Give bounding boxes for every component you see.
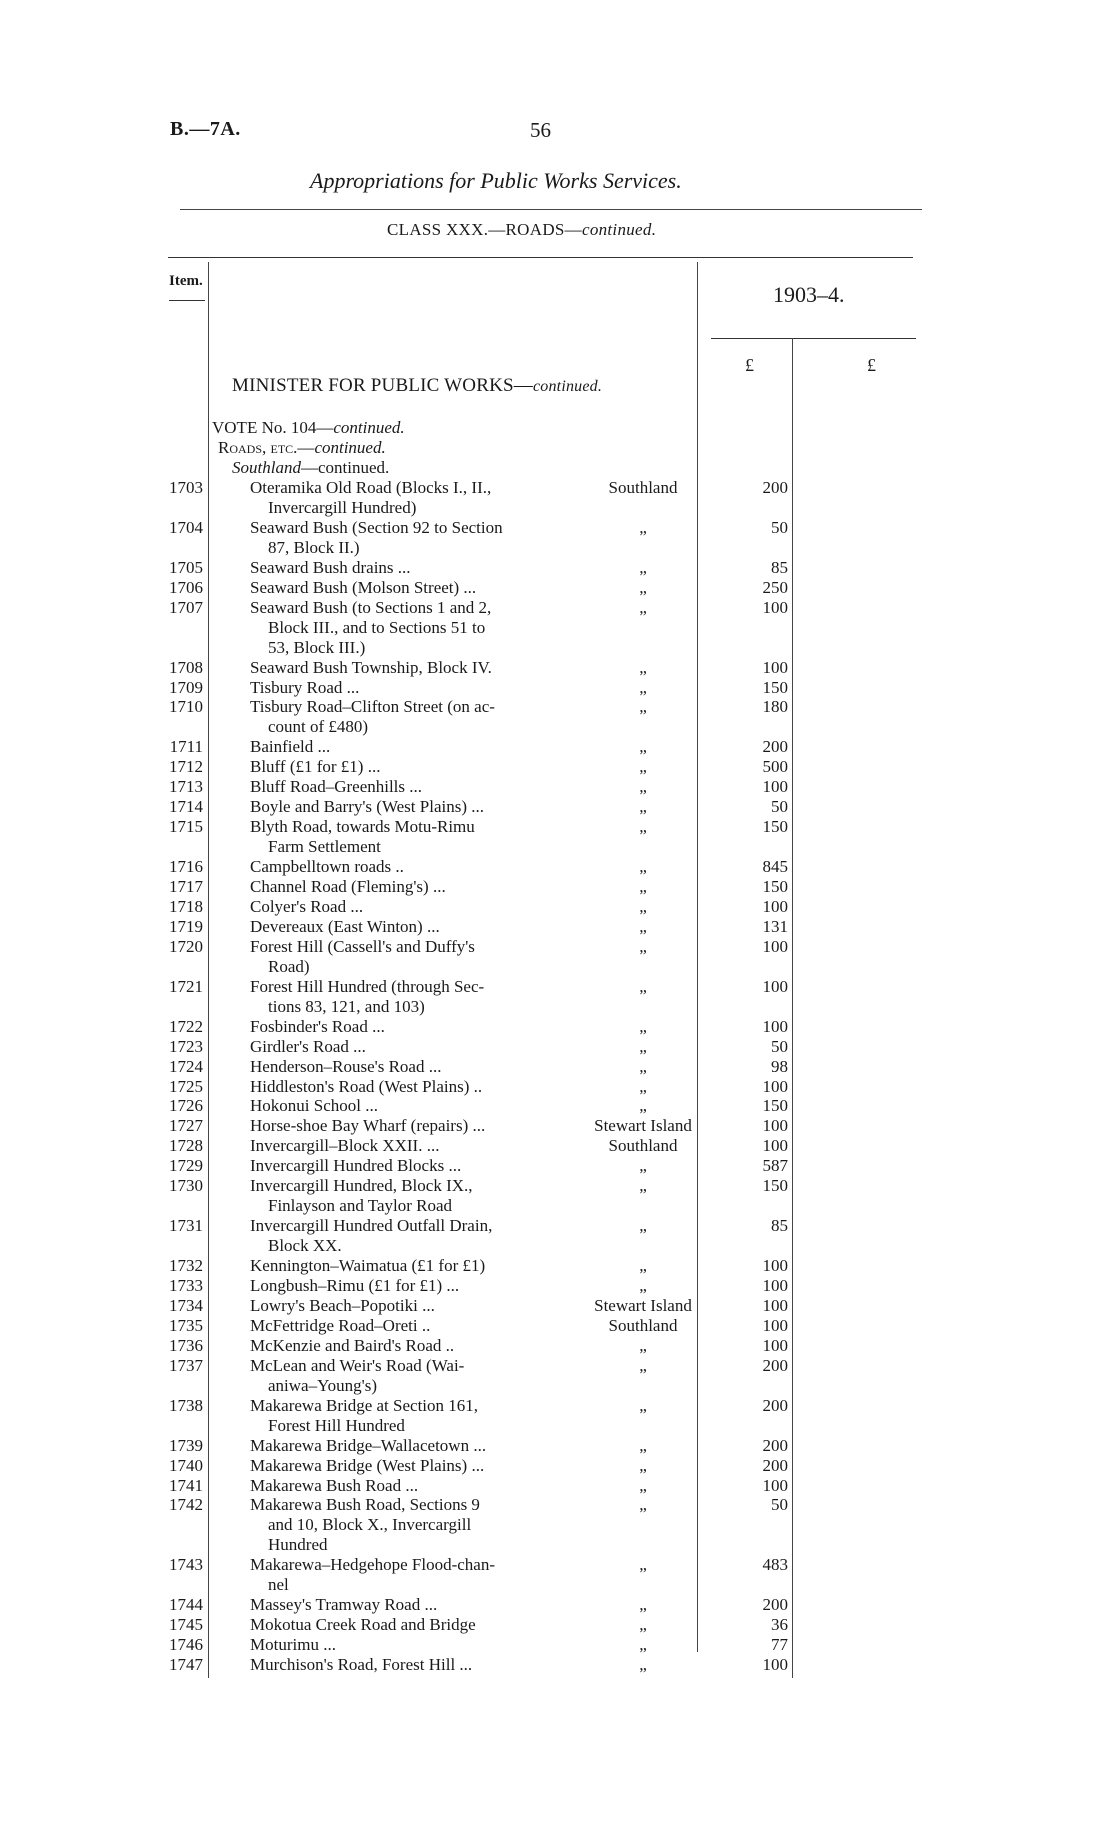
- item-amount: 100: [762, 976, 788, 996]
- item-number: 1738: [169, 1395, 203, 1415]
- item-number: 1720: [169, 936, 203, 956]
- table-row: [0, 1037, 1114, 1057]
- table-row: [0, 917, 1114, 937]
- item-district: Southland: [608, 478, 678, 497]
- item-amount: 200: [762, 1595, 788, 1615]
- item-district: „: [639, 577, 647, 597]
- item-amount: 200: [762, 737, 788, 757]
- item-description: Finlayson and Taylor Road: [268, 1196, 453, 1216]
- item-description: 53, Block III.): [268, 637, 366, 657]
- table-row: [0, 578, 1114, 598]
- item-district: „: [639, 1635, 647, 1655]
- table-row: [0, 1336, 1114, 1356]
- item-district: „: [639, 1096, 647, 1116]
- item-number: 1734: [169, 1295, 203, 1315]
- table-row: [0, 678, 1114, 698]
- item-description: Makarewa–Hedgehope Flood-chan-: [250, 1555, 495, 1575]
- item-district: „: [639, 1615, 647, 1635]
- item-number: 1714: [169, 797, 203, 817]
- table-row: [0, 658, 1114, 678]
- minister-continued: continued.: [532, 378, 603, 395]
- item-column-header: Item.: [169, 273, 203, 289]
- title-rule: [180, 209, 922, 210]
- item-district: „: [639, 1056, 647, 1076]
- item-description: Makarewa Bush Road ...: [250, 1475, 419, 1495]
- item-number: 1730: [169, 1176, 203, 1196]
- item-description: Seaward Bush Township, Block IV.: [250, 657, 492, 677]
- item-amount: 100: [762, 1475, 788, 1495]
- table-row: [0, 1495, 1114, 1555]
- page-title: Appropriations for Public Works Services.: [310, 168, 682, 193]
- table-row: [0, 1116, 1114, 1136]
- table-row: [0, 777, 1114, 797]
- item-number: 1704: [169, 517, 203, 537]
- vote-text: VOTE No. 104—: [212, 418, 334, 437]
- item-district: „: [639, 1276, 647, 1295]
- item-amount: 100: [762, 777, 788, 797]
- item-district: „: [639, 1435, 647, 1455]
- item-number: 1703: [169, 478, 203, 497]
- item-description: Devereaux (East Winton) ...: [250, 916, 440, 936]
- item-amount: 100: [762, 1655, 788, 1675]
- item-number: 1710: [169, 697, 203, 717]
- table-row: [0, 1395, 1114, 1435]
- table-row: [0, 1635, 1114, 1655]
- item-amount: 50: [771, 797, 788, 817]
- item-amount: 200: [762, 1355, 788, 1375]
- item-amount: 77: [771, 1635, 788, 1655]
- item-district: „: [639, 657, 647, 677]
- item-district: „: [639, 597, 647, 617]
- item-description: aniwa–Young's): [268, 1375, 378, 1395]
- item-description: Girdler's Road ...: [250, 1036, 366, 1056]
- table-row: [0, 737, 1114, 757]
- item-amount: 200: [762, 1455, 788, 1475]
- item-description: Henderson–Rouse's Road ...: [250, 1056, 442, 1076]
- item-district: „: [639, 1495, 647, 1515]
- item-description: Horse-shoe Bay Wharf (repairs) ...: [250, 1116, 486, 1136]
- item-district: Southland: [608, 1315, 678, 1335]
- table-top-rule: [168, 257, 913, 258]
- item-number: 1705: [169, 557, 203, 577]
- item-amount: 36: [771, 1615, 788, 1635]
- item-amount: 100: [762, 657, 788, 677]
- table-row: [0, 857, 1114, 877]
- item-amount: 150: [762, 877, 788, 896]
- item-description: Mokotua Creek Road and Bridge: [250, 1615, 476, 1635]
- item-amount: 50: [771, 1036, 788, 1056]
- item-amount: 100: [762, 1335, 788, 1355]
- item-description: Lowry's Beach–Popotiki ...: [250, 1295, 435, 1315]
- item-district: Stewart Island: [594, 1116, 692, 1136]
- item-description: Moturimu ...: [250, 1635, 336, 1655]
- minister-text: MINISTER FOR PUBLIC WORKS—: [232, 375, 533, 396]
- item-amount: 100: [762, 1256, 788, 1276]
- item-description: Campbelltown roads ..: [250, 857, 404, 877]
- roads-continued: continued.: [314, 438, 386, 457]
- table-row: [0, 1156, 1114, 1176]
- district-continued: —continued.: [300, 458, 390, 477]
- item-number: 1739: [169, 1435, 203, 1455]
- item-district: „: [639, 777, 647, 797]
- item-district: „: [639, 1335, 647, 1355]
- item-description: count of £480): [268, 717, 369, 737]
- table-row: [0, 1176, 1114, 1216]
- item-description: Invercargill Hundred, Block IX.,: [250, 1176, 473, 1196]
- item-number: 1737: [169, 1355, 203, 1375]
- item-description: Kennington–Waimatua (£1 for £1): [250, 1256, 486, 1276]
- table-row: [0, 757, 1114, 777]
- table-row: [0, 897, 1114, 917]
- table-row: [0, 797, 1114, 817]
- item-description: Seaward Bush (Section 92 to Section: [250, 517, 503, 537]
- item-description: Makarewa Bridge (West Plains) ...: [250, 1455, 485, 1475]
- item-amount: 50: [771, 517, 788, 537]
- item-number: 1708: [169, 657, 203, 677]
- item-description: Block III., and to Sections 51 to: [268, 617, 486, 637]
- item-description: Tisbury Road ...: [250, 677, 360, 697]
- item-description: Seaward Bush (to Sections 1 and 2,: [250, 597, 492, 617]
- item-amount: 150: [762, 677, 788, 697]
- item-number: 1736: [169, 1335, 203, 1355]
- table-row: [0, 936, 1114, 976]
- item-district: „: [639, 757, 647, 777]
- table-row: [0, 1436, 1114, 1456]
- item-district: „: [639, 1016, 647, 1036]
- item-district: „: [639, 817, 647, 837]
- table-row: [0, 1256, 1114, 1276]
- table-row: [0, 1316, 1114, 1336]
- item-description: Hokonui School ...: [250, 1096, 378, 1116]
- item-district: „: [639, 1176, 647, 1196]
- item-description: Invercargill Hundred Outfall Drain,: [250, 1216, 493, 1236]
- item-header-underline: [169, 300, 205, 301]
- table-row: [0, 1555, 1114, 1595]
- item-description: Forest Hill Hundred (through Sec-: [250, 976, 485, 996]
- item-district: Stewart Island: [594, 1295, 692, 1315]
- item-amount: 100: [762, 896, 788, 916]
- table-row: [0, 1655, 1114, 1675]
- item-district: „: [639, 896, 647, 916]
- item-description: Murchison's Road, Forest Hill ...: [250, 1655, 473, 1675]
- item-amount: 500: [762, 757, 788, 777]
- table-row: [0, 1456, 1114, 1476]
- item-district: „: [639, 1655, 647, 1675]
- item-amount: 100: [762, 597, 788, 617]
- item-amount: 150: [762, 1096, 788, 1116]
- item-amount: 150: [762, 817, 788, 837]
- item-amount: 50: [771, 1495, 788, 1515]
- item-description: Oteramika Old Road (Blocks I., II.,: [250, 478, 492, 497]
- item-amount: 100: [762, 1076, 788, 1096]
- class-heading: [387, 220, 656, 240]
- item-number: 1725: [169, 1076, 203, 1096]
- table-row: [0, 1096, 1114, 1116]
- item-number: 1712: [169, 757, 203, 777]
- item-number: 1718: [169, 896, 203, 916]
- table-row: [0, 1476, 1114, 1496]
- year-column-header: 1903–4.: [773, 282, 845, 307]
- item-number: 1745: [169, 1615, 203, 1635]
- item-number: 1723: [169, 1036, 203, 1056]
- item-number: 1716: [169, 857, 203, 877]
- roads-text: Roads, etc.—: [218, 438, 315, 457]
- item-number: 1707: [169, 597, 203, 617]
- item-description: Makarewa Bridge at Section 161,: [250, 1395, 479, 1415]
- item-number: 1706: [169, 577, 203, 597]
- item-amount: 98: [771, 1056, 788, 1076]
- item-number: 1731: [169, 1216, 203, 1236]
- item-amount: 200: [762, 478, 788, 497]
- item-number: 1744: [169, 1595, 203, 1615]
- item-description: Makarewa Bridge–Wallacetown ...: [250, 1435, 487, 1455]
- item-number: 1715: [169, 817, 203, 837]
- item-district: „: [639, 1595, 647, 1615]
- item-description: Invercargill Hundred Blocks ...: [250, 1156, 462, 1176]
- item-description: Bainfield ...: [250, 737, 331, 757]
- item-description: Channel Road (Fleming's) ...: [250, 877, 446, 896]
- item-district: „: [639, 916, 647, 936]
- roads-heading: [218, 438, 386, 458]
- item-number: 1733: [169, 1276, 203, 1295]
- item-description: Farm Settlement: [268, 837, 381, 857]
- item-description: Road): [268, 956, 310, 976]
- item-amount: 180: [762, 697, 788, 717]
- item-number: 1729: [169, 1156, 203, 1176]
- item-description: Blyth Road, towards Motu-Rimu: [250, 817, 475, 837]
- item-amount: 100: [762, 1315, 788, 1335]
- item-description: nel: [268, 1575, 289, 1595]
- item-district: „: [639, 1216, 647, 1236]
- district-heading: [232, 458, 389, 478]
- item-district: „: [639, 1355, 647, 1375]
- item-description: Forest Hill (Cassell's and Duffy's: [250, 936, 475, 956]
- item-amount: 587: [762, 1156, 788, 1176]
- item-description: Bluff Road–Greenhills ...: [250, 777, 423, 797]
- item-district: „: [639, 677, 647, 697]
- table-row: [0, 1057, 1114, 1077]
- item-amount: 100: [762, 1295, 788, 1315]
- vote-continued: continued.: [333, 418, 405, 437]
- item-number: 1713: [169, 777, 203, 797]
- table-row: [0, 697, 1114, 737]
- table-row: [0, 597, 1114, 657]
- item-number: 1709: [169, 677, 203, 697]
- item-district: „: [639, 857, 647, 877]
- item-amount: 85: [771, 557, 788, 577]
- item-description: and 10, Block X., Invercargill: [268, 1515, 472, 1535]
- item-description: Makarewa Bush Road, Sections 9: [250, 1495, 480, 1515]
- item-amount: 100: [762, 1276, 788, 1295]
- district-text: Southland: [232, 458, 301, 477]
- item-district: „: [639, 517, 647, 537]
- item-district: „: [639, 797, 647, 817]
- item-number: 1726: [169, 1096, 203, 1116]
- item-amount: 85: [771, 1216, 788, 1236]
- item-description: Seaward Bush (Molson Street) ...: [250, 577, 477, 597]
- table-row: [0, 1216, 1114, 1256]
- item-amount: 845: [762, 857, 788, 877]
- item-description: Seaward Bush drains ...: [250, 557, 411, 577]
- item-number: 1711: [169, 737, 203, 757]
- item-number: 1735: [169, 1315, 203, 1335]
- item-description: McKenzie and Baird's Road ..: [250, 1335, 455, 1355]
- table-row: [0, 558, 1114, 578]
- table-row: [0, 1276, 1114, 1296]
- table-row: [0, 976, 1114, 1016]
- item-number: 1741: [169, 1475, 203, 1495]
- item-number: 1724: [169, 1056, 203, 1076]
- item-district: „: [639, 976, 647, 996]
- section-minister: [232, 375, 602, 397]
- table-row: [0, 1136, 1114, 1156]
- item-district: „: [639, 1395, 647, 1415]
- item-number: 1747: [169, 1655, 203, 1675]
- item-district: „: [639, 877, 647, 896]
- table-row: [0, 478, 1114, 517]
- item-district: „: [639, 1076, 647, 1096]
- item-number: 1717: [169, 877, 203, 896]
- item-district: „: [639, 1455, 647, 1475]
- item-number: 1746: [169, 1635, 203, 1655]
- item-amount: 131: [762, 916, 788, 936]
- table-row: [0, 517, 1114, 557]
- item-district: „: [639, 737, 647, 757]
- item-amount: 250: [762, 577, 788, 597]
- table-row: [0, 1077, 1114, 1097]
- table-row: [0, 1355, 1114, 1395]
- vote-heading: [212, 418, 405, 438]
- table-row: [0, 1595, 1114, 1615]
- item-description: Block XX.: [268, 1236, 342, 1256]
- item-description: 87, Block II.): [268, 537, 360, 557]
- item-district: „: [639, 1475, 647, 1495]
- item-description: Bluff (£1 for £1) ...: [250, 757, 381, 777]
- item-description: Longbush–Rimu (£1 for £1) ...: [250, 1276, 460, 1295]
- document-reference: B.—7A.: [170, 118, 241, 140]
- currency-symbol-1: £: [745, 355, 754, 375]
- item-amount: 100: [762, 1016, 788, 1036]
- item-number: 1727: [169, 1116, 203, 1136]
- item-number: 1740: [169, 1455, 203, 1475]
- year-rule: [711, 338, 916, 339]
- item-number: 1721: [169, 976, 203, 996]
- item-district: Southland: [608, 1136, 678, 1156]
- item-district: „: [639, 1555, 647, 1575]
- table-row: [0, 877, 1114, 897]
- item-amount: 100: [762, 1136, 788, 1156]
- table-row: [0, 1296, 1114, 1316]
- item-amount: 483: [762, 1555, 788, 1575]
- page-number: 56: [530, 118, 551, 142]
- item-description: Invercargill–Block XXII. ...: [250, 1136, 440, 1156]
- item-number: 1722: [169, 1016, 203, 1036]
- table-row: [0, 1017, 1114, 1037]
- item-description: Colyer's Road ...: [250, 896, 364, 916]
- item-number: 1728: [169, 1136, 203, 1156]
- item-amount: 150: [762, 1176, 788, 1196]
- currency-symbol-2: £: [867, 355, 876, 375]
- table-row: [0, 1615, 1114, 1635]
- item-amount: 200: [762, 1395, 788, 1415]
- item-district: „: [639, 1036, 647, 1056]
- item-description: McLean and Weir's Road (Wai-: [250, 1355, 465, 1375]
- item-number: 1742: [169, 1495, 203, 1515]
- item-description: Invercargill Hundred): [268, 497, 417, 517]
- item-description: Hundred: [268, 1535, 328, 1555]
- item-number: 1732: [169, 1256, 203, 1276]
- item-number: 1719: [169, 916, 203, 936]
- item-amount: 200: [762, 1435, 788, 1455]
- item-description: Hiddleston's Road (West Plains) ..: [250, 1076, 483, 1096]
- item-description: Fosbinder's Road ...: [250, 1016, 385, 1036]
- item-description: Tisbury Road–Clifton Street (on ac-: [250, 697, 495, 717]
- class-heading-text: CLASS XXX.—ROADS—: [387, 220, 582, 239]
- item-description: Forest Hill Hundred: [268, 1415, 405, 1435]
- item-description: Boyle and Barry's (West Plains) ...: [250, 797, 484, 817]
- item-description: McFettridge Road–Oreti ..: [250, 1315, 431, 1335]
- item-district: „: [639, 1156, 647, 1176]
- class-heading-continued: continued.: [581, 220, 657, 239]
- item-amount: 100: [762, 1116, 788, 1136]
- item-amount: 100: [762, 936, 788, 956]
- item-district: „: [639, 557, 647, 577]
- table-row: [0, 817, 1114, 857]
- item-number: 1743: [169, 1555, 203, 1575]
- item-district: „: [639, 1256, 647, 1276]
- item-district: „: [639, 697, 647, 717]
- item-description: tions 83, 121, and 103): [268, 996, 425, 1016]
- item-district: „: [639, 936, 647, 956]
- item-description: Massey's Tramway Road ...: [250, 1595, 438, 1615]
